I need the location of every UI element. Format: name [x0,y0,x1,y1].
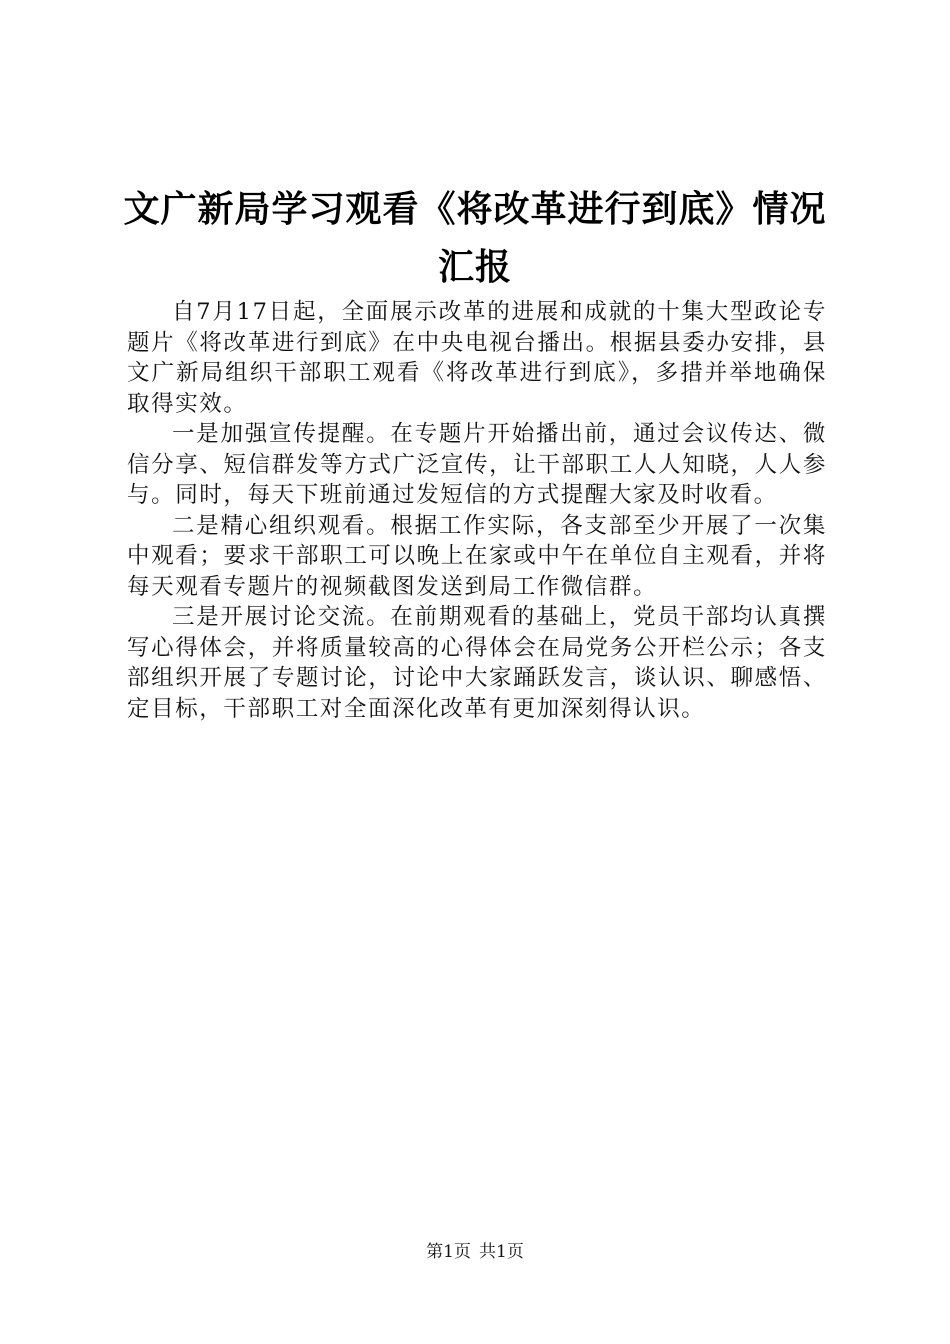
document-title: 文广新局学习观看《将改革进行到底》情况汇报 [123,188,827,288]
paragraph-intro: 自7月17日起，全面展示改革的进展和成就的十集大型政论专题片《将改革进行到底》在中央电视台播出。根据县委办安排，县文广新局组织干部职工观看《将改革进行到底》，多措并举地确保取得实效。 [127,299,827,417]
paragraph-viewing: 二是精心组织观看。根据工作实际，各支部至少开展了一次集中观看；要求干部职工可以晚上在家或中午在单位自主观看，并将每天观看专题片的视频截图发送到局工作微信群。 [127,512,827,600]
page-number: 第1页 [426,1242,471,1262]
page-footer [0,1240,950,1264]
paragraph-publicity: 一是加强宣传提醒。在专题片开始播出前，通过会议传达、微信分享、短信群发等方式广泛宣传，让干部职工人人知晓，人人参与。同时，每天下班前通过发短信的方式提醒大家及时收看。 [127,421,827,508]
page-total: 共1页 [479,1242,524,1262]
paragraph-discussion: 三是开展讨论交流。在前期观看的基础上，党员干部均认真撰写心得体会，并将质量较高的心得体会在局党务公开栏公示；各支部组织开展了专题讨论，讨论中大家踊跃发言，谈认识、聊感悟、定目标，干部职工对全面深化改革有更加深刻得认识。 [127,604,827,722]
document-body [127,297,827,724]
